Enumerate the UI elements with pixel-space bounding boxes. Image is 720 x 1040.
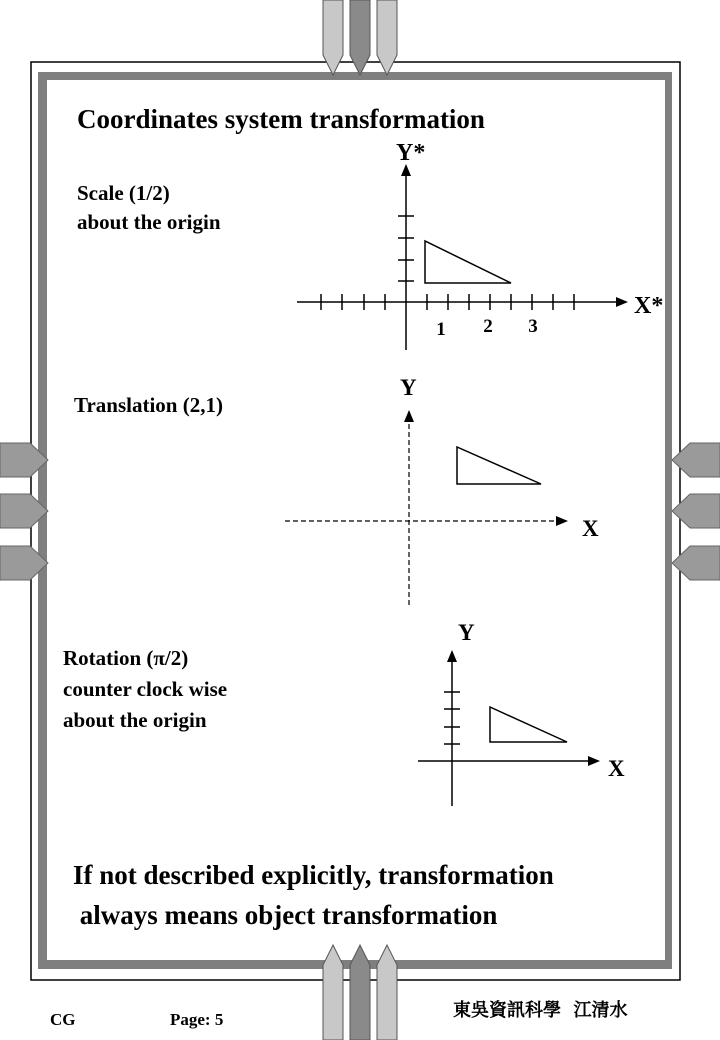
scale-tick-label-3: 3 xyxy=(528,316,538,337)
scale-caption-line1: Scale (1/2) xyxy=(77,181,170,205)
rotation-x-axis-label: X xyxy=(608,756,625,781)
scale-y-axis-label: Y* xyxy=(396,140,426,166)
rotation-caption-line1: Rotation (π/2) xyxy=(63,646,189,670)
scale-tick-label-1: 1 xyxy=(436,319,446,340)
left-decor xyxy=(0,443,48,580)
scale-tick-label-2: 2 xyxy=(483,316,493,337)
slide-title: Coordinates system transformation xyxy=(77,104,485,134)
top-decor xyxy=(323,0,397,75)
right-decor xyxy=(672,443,720,580)
footer-course: CG xyxy=(50,1010,76,1029)
translation-caption: Translation (2,1) xyxy=(74,393,223,417)
footnote-line1: If not described explicitly, transformation xyxy=(73,860,554,890)
footer-author: 東吳資訊科學 江清水 xyxy=(453,1000,628,1021)
scale-caption-line2: about the origin xyxy=(77,210,221,234)
rotation-caption-line3: about the origin xyxy=(63,708,207,732)
rotation-caption-line2: counter clock wise xyxy=(63,677,228,701)
scale-x-axis-label: X* xyxy=(634,293,664,319)
rotation-y-axis-label: Y xyxy=(458,620,475,645)
translation-y-axis-label: Y xyxy=(400,375,417,400)
bottom-decor xyxy=(323,945,397,1040)
footnote-line2: always means object transformation xyxy=(73,900,498,930)
footer-page-number: Page: 5 xyxy=(170,1010,224,1029)
translation-x-axis-label: X xyxy=(582,516,599,541)
